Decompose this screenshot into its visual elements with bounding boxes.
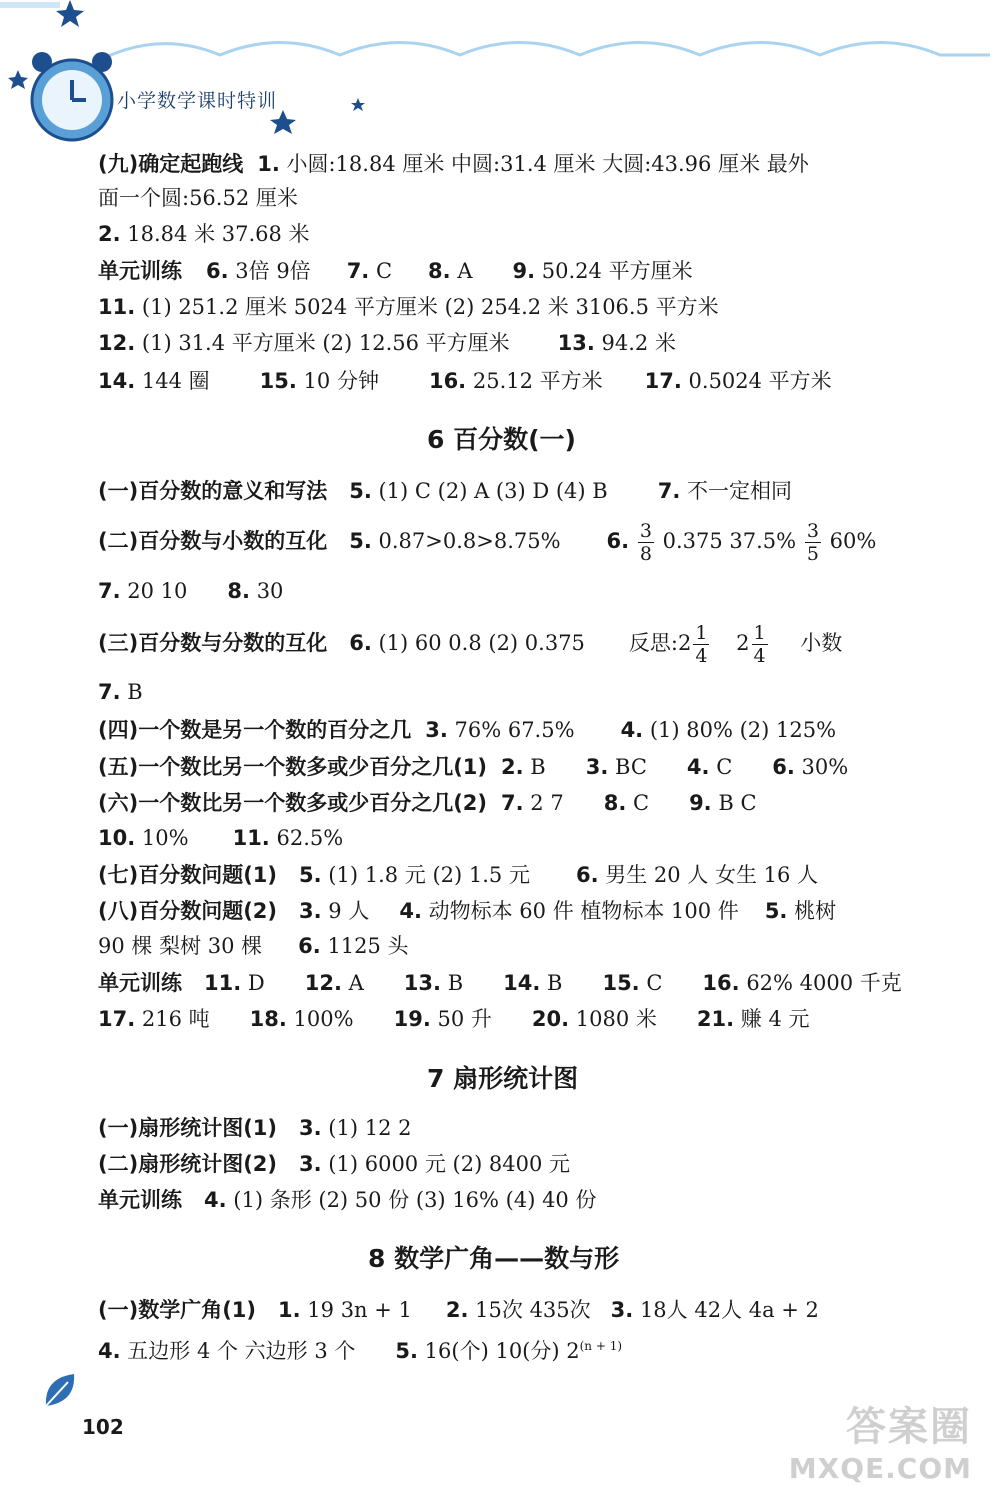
answer-line: (四)一个数是另一个数的百分之几 3. 76% 67.5% 4. (1) 80% (2) 125% [98, 718, 837, 742]
answer-line: 单元训练 6. 3倍 9倍 7. C 8. A 9. 50.24 平方厘米 [98, 259, 693, 283]
page-number: 102 [82, 1415, 124, 1439]
answer-line: 单元训练 11. D 12. A 13. B 14. B 15. C 16. 62% 4000 千克 [98, 971, 902, 995]
fraction: $\frac{1}{4}$ [695, 622, 708, 667]
answer-line: 11. (1) 251.2 厘米 5024 平方厘米 (2) 254.2 米 3106.5 平方米 [98, 295, 719, 319]
answer-line: (七)百分数问题(1) 5. (1) 1.8 元 (2) 1.5 元 6. 男生 20 人 女生 16 人 [98, 863, 819, 887]
answer-line: (一)扇形统计图(1) 3. (1) 12 2 [98, 1116, 412, 1140]
answer-line: (二)扇形统计图(2) 3. (1) 6000 元 (2) 8400 元 [98, 1152, 571, 1176]
alarm-clock-icon [32, 52, 112, 140]
answer-line: 17. 216 吨 18. 100% 19. 50 升 20. 1080 米 21. 赚 4 元 [98, 1007, 810, 1031]
leaf-icon [40, 1368, 84, 1412]
answer-line: 单元训练 4. (1) 条形 (2) 50 份 (3) 16% (4) 40 份 [98, 1188, 597, 1212]
fraction: $\frac{3}{5}$ [806, 520, 819, 565]
answer-line: (三)百分数与分数的互化 6. (1) 60 0.8 (2) 0.375 反思:2 $\frac{1}{4}$ 2 $\frac{1}{4}$ 小数 [98, 622, 843, 667]
header-decoration [0, 0, 1000, 150]
star-icon [56, 0, 84, 27]
star-icon [351, 98, 365, 111]
star-icon [270, 110, 296, 134]
star-icon [8, 70, 28, 89]
answer-line: 14. 144 圈 15. 10 分钟 16. 25.12 平方米 17. 0.5024 平方米 [98, 369, 832, 393]
answer-line: (六)一个数比另一个数多或少百分之几(2) 7. 2 7 8. C 9. B C [98, 791, 757, 815]
answer-line: 7. B [98, 680, 143, 704]
answer-line: 12. (1) 31.4 平方厘米 (2) 12.56 平方厘米 13. 94.2 米 [98, 331, 676, 355]
answer-line: (五)一个数比另一个数多或少百分之几(1) 2. B 3. BC 4. C 6. 30% [98, 755, 849, 779]
section-title: 7 扇形统计图 [427, 1064, 579, 1093]
answer-line: (一)数学广角(1) 1. 19 3n + 1 2. 15次 435次 3. 18人 42人 4a + 2 [98, 1298, 819, 1322]
answer-line: 2. 18.84 米 37.68 米 [98, 222, 310, 246]
section-title: 6 百分数(一) [427, 425, 576, 454]
answer-line: (二)百分数与小数的互化 5. 0.87>0.8>8.75% 6. $\frac{3}{8}$ 0.375 37.5% $\frac{3}{5}$ 60% [98, 520, 877, 565]
fraction: $\frac{1}{4}$ [753, 622, 766, 667]
answer-line: (九)确定起跑线 1. 小圆:18.84 厘米 中圆:31.4 厘米 大圆:43.96 厘米 最外 [98, 152, 809, 176]
answer-line: 7. 20 10 8. 30 [98, 579, 284, 603]
watermark: 答案圈 MXQE.COM [788, 1404, 972, 1485]
header-title: 小学数学课时特训 [117, 90, 278, 112]
answer-line: (八)百分数问题(2) 3. 9 人 4. 动物标本 60 件 植物标本 100 件 5. 桃树 [98, 899, 837, 923]
page-header [0, 0, 1000, 150]
section-title: 8 数学广角——数与形 [368, 1244, 620, 1273]
answer-line: 90 棵 梨树 30 棵 6. 1125 头 [98, 934, 409, 958]
answer-line: 面一个圆:56.52 厘米 [98, 186, 298, 210]
fraction: $\frac{3}{8}$ [639, 520, 652, 565]
answer-line: 4. 五边形 4 个 六边形 3 个 5. 16(个) 10(分) $2^{(n + 1)}$ [98, 1339, 623, 1363]
answer-line: (一)百分数的意义和写法 5. (1) C (2) A (3) D (4) B 7. 不一定相同 [98, 479, 792, 503]
answer-line: 10. 10% 11. 62.5% [98, 826, 344, 850]
